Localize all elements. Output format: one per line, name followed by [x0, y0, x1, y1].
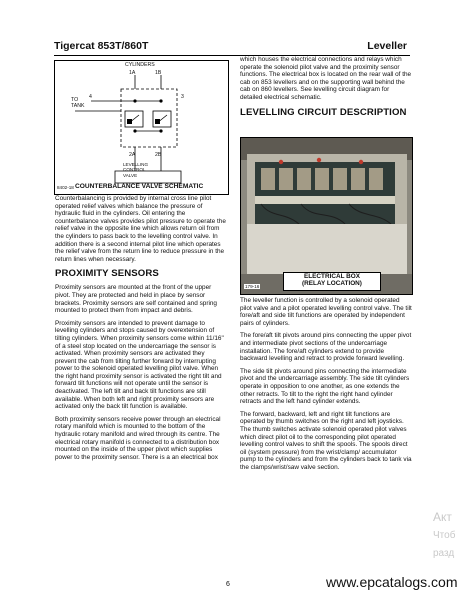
figure-caption: COUNTERBALANCE VALVE SCHEMATIC	[75, 183, 204, 190]
watermark-line-2: Чтоб	[433, 530, 456, 541]
to-tank-label: TO TANK	[71, 97, 85, 109]
cylinders-label: CYLINDERS	[125, 62, 155, 68]
levelling-paragraph-1: The leveller function is controlled by a solenoid operated pilot valve and a pilot operated levelling control valve. The tilt fore/aft and side tilt functions are operated by independent pairs of cylinders.	[240, 297, 412, 327]
proximity-paragraph-2: Proximity sensors are intended to prevent damage to levelling cylinders and stops caused by overextension of tilting cylinders. When proximity sensors come within 11/16" of a steel stop located on the undercarriage the sensor is activated. When proximity sensors are activated they prevent the cab from tilting further forward by interrupting power to the solenoid operated levelling pilot valve. When the right hand proximity sensor is activated the right tilt and forward tilt functions will not operate until the sensor is deactivated. The left tilt and back tilt functions are still available. When both left and right proximity sensors are activated only the back tilt function is available.	[55, 319, 224, 411]
photo-drawing	[241, 138, 412, 294]
levelling-paragraph-2: The fore/aft tilt pivots around pins connecting the upper pivot and intermediate pivot sections of the undercarriage installation. The fore/aft cylinders extend to provide backward levelling and retract to provide forward levelling.	[240, 332, 412, 363]
watermark-line-1: Акт	[433, 510, 452, 524]
photo-label: ELECTRICAL BOX (RELAY LOCATION)	[283, 272, 381, 291]
levelling-heading: LEVELLING CIRCUIT DESCRIPTION	[240, 106, 407, 118]
manual-title: Tigercat 853T/860T	[54, 40, 149, 52]
levelling-paragraph-4: The forward, backward, left and right tilt functions are operated by thumb switches on the right and left joysticks. The thumb switches activate solenoid operated pilot valves which direct pilot oil to the corresponding pilot operated levelling control valves to shift the spools. The spools direct oil (system pressure) from the wrist/clamp/ accumulator pump to the cylinders and from the cylinders back to tank via the clamps/wrist/saw valve section.	[240, 410, 412, 471]
port-3-label: 3	[181, 94, 184, 100]
port-4-label: 4	[89, 94, 92, 100]
watermark-line-3: разд	[433, 548, 455, 559]
proximity-paragraph-3: Both proximity sensors receive power through an electrical rotary manifold which is mounted to the bottom of the hydraulic rotary manifold and wired through its centre. The electrical rotary manifold is connected to a distribution box mounted on the inside of the upper pivot which supplies power to the proximity sensor. There is a an electrical box	[55, 415, 221, 461]
proximity-paragraph-1: Proximity sensors are mounted at the front of the upper pivot. They are protected and held in place by sensor brackets. Proximity sensors are self contained and spring mounted to protect them from impact and debris.	[55, 284, 217, 315]
electrical-box-photo	[240, 137, 413, 295]
right-column-bottom	[240, 297, 412, 476]
port-2b-label: 2B	[155, 152, 162, 158]
counterbalance-schematic	[54, 60, 229, 195]
electrical-box-paragraph: which houses the electrical connections and relays which operate the solenoid pilot valve and the proximity sensor functions. The electrical box is located on the rear wall of the cab on 853 levellers and on the supporting wall behind the cab on 860 levellers. See levelling circuit diagram for detailed electrical schematic.	[240, 56, 412, 101]
valve-label: LEVELLING CONTROL VALVE	[123, 162, 149, 178]
proximity-heading: PROXIMITY SENSORS	[55, 268, 159, 280]
page-number: 6	[226, 581, 230, 588]
section-title: Leveller	[367, 40, 407, 52]
right-column-top	[240, 56, 412, 123]
website-url[interactable]: www.epcatalogs.com	[326, 574, 458, 590]
photo-id: 179-16	[245, 284, 260, 289]
port-1a-label: 1A	[129, 70, 136, 76]
port-1b-label: 1B	[155, 70, 162, 76]
figure-id: 8402-18	[57, 185, 74, 190]
levelling-paragraph-3: The side tilt pivots around pins connecting the intermediate pivot and the undercarriage assembly. The side tilt cylinders operate in opposition to one another, as one extends the other retracts. To tilt to the right the right hand cylinder retracts and the left hand cylinder extends.	[240, 367, 410, 406]
port-2a-label: 2A	[129, 152, 136, 158]
left-column	[55, 195, 226, 466]
counterbalance-paragraph: Counterbalancing is provided by internal cross line pilot operated relief valves which balance the pressure of hydraulic fluid in the cylinders. Oil entering the counterbalance valves provides pilot pressure to operate the relief valve in the opposite line which allows return oil from the cylinders to pass back to the levelling control valve. In addition there is a second internal pilot line which operates the relief valve from the return line to reduce pressure in the return lines when necessary.	[55, 195, 226, 263]
